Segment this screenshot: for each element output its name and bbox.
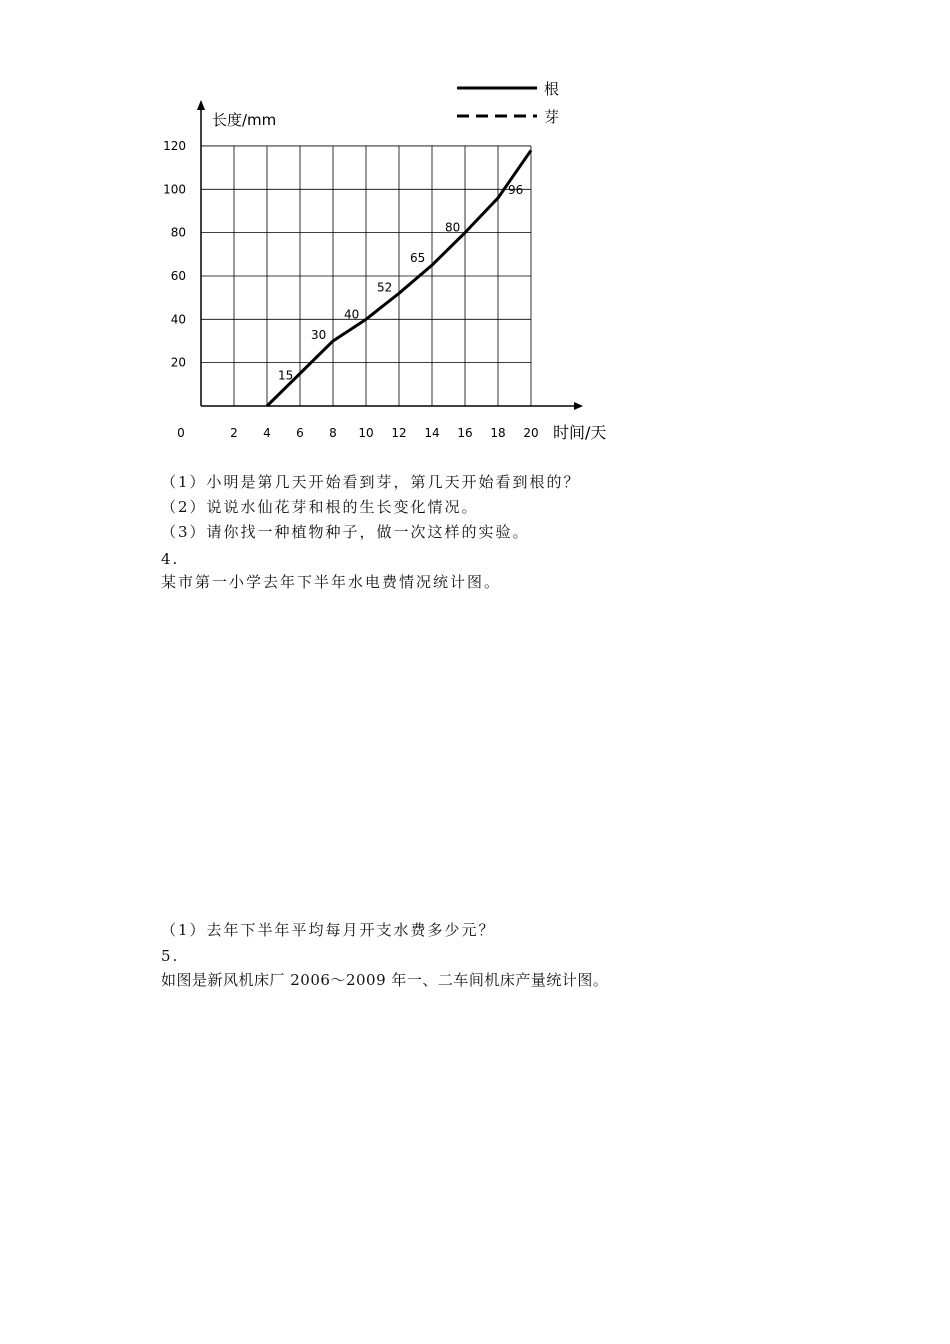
legend-label: 芽	[544, 108, 560, 126]
y-tick-label: 40	[170, 312, 186, 327]
x-tick-label: 6	[296, 426, 304, 440]
x-tick-label: 8	[329, 426, 337, 440]
question-4-1: （1）去年下半年平均每月开支水费多少元？	[161, 921, 496, 939]
x-axis-label: 时间/天	[553, 423, 607, 442]
x-tick-label: 10	[358, 426, 374, 440]
x-tick-label: 18	[490, 426, 506, 440]
legend-label: 根	[544, 80, 560, 98]
data-label: 30	[311, 327, 327, 342]
problem-4-number: 4.	[161, 550, 180, 568]
data-label: 65	[410, 251, 426, 266]
growth-line-chart	[150, 74, 630, 454]
data-label: 96	[508, 182, 524, 197]
question-3-2: （2）说说水仙花芽和根的生长变化情况。	[161, 498, 479, 516]
y-tick-label: 60	[170, 268, 186, 283]
y-tick-label: 100	[163, 182, 186, 197]
problem-4-title: 某市第一小学去年下半年水电费情况统计图。	[161, 573, 502, 591]
utility-line-chart	[150, 603, 540, 898]
y-tick-label: 20	[170, 355, 186, 370]
data-label: 52	[377, 280, 393, 295]
x-tick-label: 14	[424, 426, 440, 440]
question-3-3: （3）请你找一种植物种子，做一次这样的实验。	[161, 523, 530, 541]
y-tick-label: 120	[163, 138, 186, 153]
x-axis-arrow	[574, 402, 583, 410]
data-label: 40	[344, 307, 360, 322]
x-tick-label: 12	[391, 426, 407, 440]
y-axis-arrow	[197, 100, 205, 110]
problem-5-number: 5.	[161, 947, 180, 965]
data-label: 80	[445, 220, 461, 235]
question-3-1: （1）小明是第几天开始看到芽，第几天开始看到根的？	[161, 473, 581, 491]
x-tick-label: 20	[523, 426, 539, 440]
problem-5-title: 如图是新风机床厂 2006～2009 年一、二车间机床产量统计图。	[161, 971, 609, 989]
x-tick-label: 4	[263, 426, 271, 440]
data-label: 15	[278, 368, 294, 383]
x-tick-label: 16	[457, 426, 473, 440]
y-tick-label: 80	[170, 225, 186, 240]
y-axis-label: 长度/mm	[212, 111, 277, 129]
x-tick-label: 0	[177, 426, 185, 440]
x-tick-label: 2	[230, 426, 238, 440]
